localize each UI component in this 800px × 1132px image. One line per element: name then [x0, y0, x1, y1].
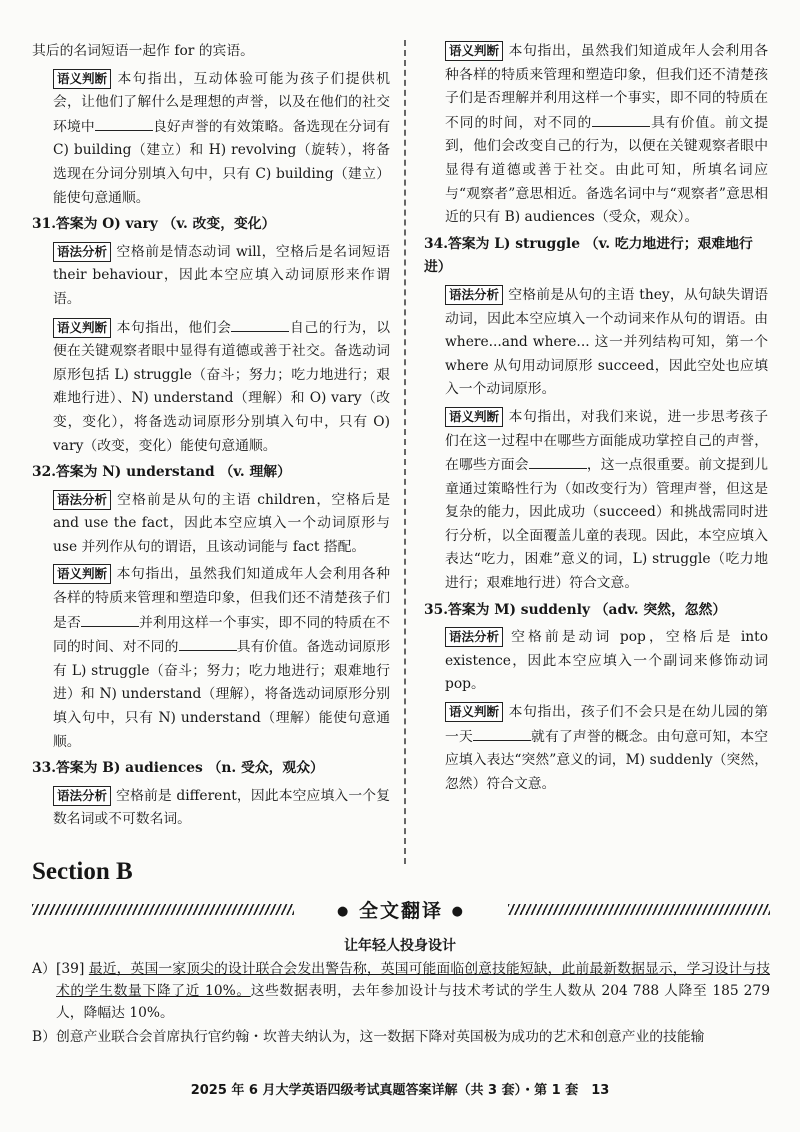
semantic-tag: 语义判断 [53, 69, 111, 89]
column-divider [404, 40, 406, 864]
blank [95, 115, 153, 131]
explanation-31-semantic: 语义判断 本句指出，他们会 自己的行为，以便在关键观察者眼中显得有道德或善于社交。备选动词原形包括 L) struggle（奋斗；努力；吃力地进行；艰难地行进）、N) understand（理解）和 O) vary（改变，变化），将备选动词原形分别填入句中，只有 O) vary（改变，变化）能使句意通顺。 [32, 316, 390, 459]
hatch-decoration [32, 904, 294, 915]
banner-title: ● 全文翻译 ● [337, 900, 465, 922]
underlined-sentence: 最近，英国一家顶尖的设计联合会发出警告称，英国可能面临创意技能短缺，此前最新数据显示，学习设计与技术的学生数量下降了近 10%。 [56, 961, 770, 999]
blank [592, 111, 650, 127]
semantic-tag: 语义判断 [53, 564, 111, 584]
translation-body [32, 958, 770, 1050]
paragraph-label: A） [32, 961, 56, 977]
explanation-31-grammar: 语法分析 空格前是情态动词 will，空格后是名词短语 their behaviour，因此本空应填入动词原形来作谓语。 [53, 243, 390, 307]
semantic-tag: 语义判断 [445, 407, 503, 427]
bullet-icon: ● [337, 904, 351, 919]
explanation-34-grammar: 语法分析 空格前是从句的主语 they，从句缺失谓语动词，因此本空应填入一个动词来作从句的谓语。由 where...and where... 这一并列结构可知，第一个 where 从句用动词原形 succeed，因此空处也应填入一个动词原形。 [445, 286, 768, 398]
paragraph-b: B） 创意产业联合会首席执行官约翰・坎普夫纳认为，这一数据下降对英国极为成功的艺术和创意产业的技能输 [32, 1026, 770, 1048]
blank [231, 316, 289, 332]
semantic-tag: 语义判断 [53, 318, 111, 338]
grammar-tag: 语法分析 [53, 786, 111, 806]
paragraph-label: B） [32, 1029, 56, 1045]
grammar-tag: 语法分析 [445, 627, 503, 647]
hatch-decoration [508, 904, 770, 915]
semantic-tag: 语义判断 [445, 41, 503, 61]
explanation-32-grammar: 语法分析 空格前是从句的主语 children，空格后是 and use the fact，因此本空应填入一个动词原形与 use 并列作从句的谓语，且该动词能与 fact 搭配。 [53, 491, 390, 555]
explanation-30-semantic: 语义判断 本句指出，互动体验可能为孩子们提供机会，让他们了解什么是理想的声誉，以及在他们的社交环境中 良好声誉的有效策略。备选现在分词有 C) building（建立）和 H) revolving（旋转），将备选现在分词分别填入句中，只有 C) building（建立）能使句意通顺。 [53, 70, 391, 206]
explanation-35-semantic: 语义判断 本句指出，孩子们不会只是在幼儿园的第一天 就有了声誉的概念。由句意可知，本空应填入表达“突然”意义的词，M) suddenly（突然，忽然）符合文意。 [445, 704, 769, 792]
explanation-35-grammar: 语法分析 空格前是动词 pop，空格后是 into existence，因此本空应填入一个副词来修饰动词 pop。 [445, 629, 768, 693]
blank [529, 453, 587, 469]
translation-banner [32, 896, 770, 922]
translation-title: 让年轻人投身设计 [344, 938, 456, 954]
explanation-33-semantic: 语义判断 本句指出，虽然我们知道成年人会利用各种各样的特质来管理和塑造印象，但我们还不清楚孩子们是否理解并利用这样一个事实，即不同的特质在不同的时间，对不同的 具有价值。前文提到，他们会改变自己的行为，以便在关键观察者眼中显得有道德或善于社交。由此可知，所填名词应与“观察者”意思相近。备选名词中与“观察者”意思相近的只有 B) audiences（受众，观众）。 [445, 43, 769, 226]
bullet-icon: ● [451, 904, 465, 919]
answer-35-heading: 35.答案为 M) suddenly （adv. 突然，忽然） [424, 601, 727, 618]
blank [81, 611, 139, 627]
blank [473, 725, 531, 741]
answer-31-heading: 31.答案为 O) vary （v. 改变，变化） [32, 216, 276, 233]
answer-33-heading: 33.答案为 B) audiences （n. 受众，观众） [32, 760, 324, 777]
page-footer: 2025 年 6 月大学英语四级考试真题答案详解（共 3 套）・第 1 套 13 [190, 1083, 610, 1098]
blank [179, 635, 237, 651]
grammar-tag: 语法分析 [53, 242, 111, 262]
grammar-tag: 语法分析 [53, 490, 111, 510]
answer-32-heading: 32.答案为 N) understand （v. 理解） [32, 464, 291, 481]
explanation-32-semantic: 语义判断 本句指出，虽然我们知道成年人会利用各种各样的特质来管理和塑造印象，但我们还不清楚孩子们是否 并利用这样一个事实，即不同的特质在不同的时间、对不同的 具有价值。备选动词原形有 L) struggle（奋斗；努力；吃力地进行；艰难地行进）和 N) understand（理解），将备选动词原形分别填入句中，只有 N) understand（理解）能使句意通顺。 [53, 566, 391, 750]
explanation-34-semantic: 语义判断 本句指出，对我们来说，进一步思考孩子们在这一过程中在哪些方面能成功掌控自己的声誉，在哪些方面会 ，这一点很重要。前文提到儿童通过策略性行为（如改变行为）管理声誉，但这是复杂的能力，因此成功（succeed）和挑战需同时进行分析，以全面覆盖儿童的表现。因此，本空应填入表达“吃力，困难”意义的词，L) struggle（吃力地进行；艰难地行进）符合文意。 [445, 408, 769, 592]
answer-34-heading: 34.答案为 L) struggle （v. 吃力地进行；艰难地行进） [424, 235, 753, 276]
grammar-tag: 语法分析 [445, 285, 503, 305]
right-column [424, 40, 768, 796]
explanation-33-grammar: 语法分析 空格前是 different，因此本空应填入一个复数名词或不可数名词。 [53, 787, 390, 828]
intro-line: 其后的名词短语一起作 for 的宾语。 [32, 43, 254, 59]
left-column [32, 40, 390, 832]
semantic-tag: 语义判断 [445, 702, 503, 722]
section-title: Section B [32, 858, 133, 885]
paragraph-a: A） [39] 最近，英国一家顶尖的设计联合会发出警告称，英国可能面临创意技能短缺，此前最新数据显示，学习设计与技术的学生数量下降了近 10%。这些数据表明，去年参加设计与技术考试的学生人数从 204 788 人降至 185 279 人，降幅达 10%。 [32, 958, 770, 1024]
